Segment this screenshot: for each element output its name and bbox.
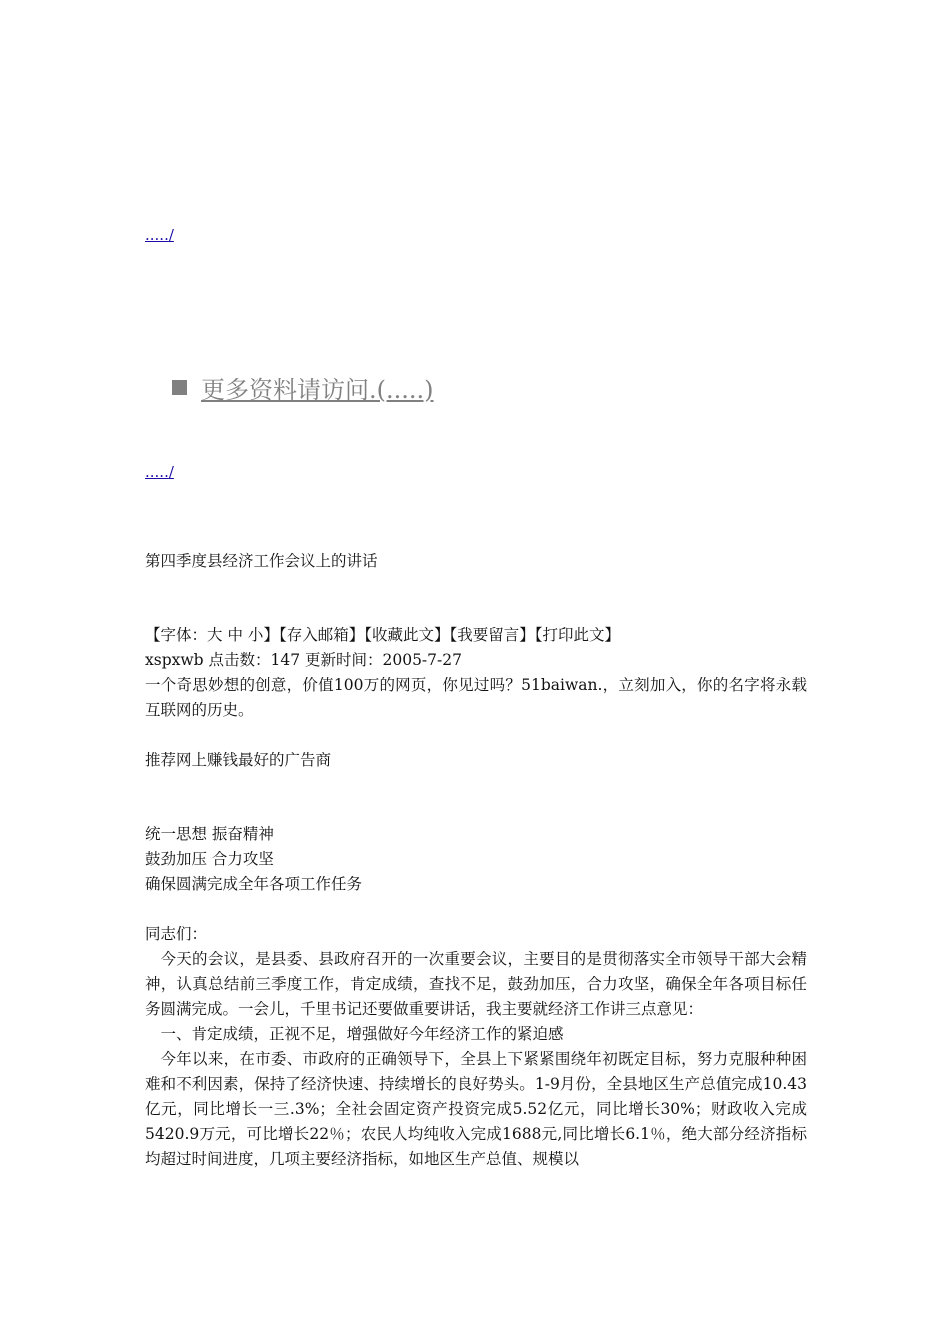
bookmark-button[interactable]: 【收藏此文】 [364, 626, 450, 644]
top-link[interactable]: ...../ [145, 226, 174, 244]
promo-block [145, 673, 807, 723]
font-small-button[interactable]: 小 [247, 626, 264, 644]
second-link-text[interactable]: ..... [145, 463, 169, 481]
print-button[interactable]: 【打印此文】 [534, 626, 621, 644]
slogan-3: 确保圆满完成全年各项工作任务 [145, 875, 363, 893]
font-medium-button[interactable]: 中 [227, 626, 243, 644]
top-link-text[interactable]: ..... [145, 226, 169, 244]
more-resources-banner [172, 370, 434, 405]
article-toolbar [145, 623, 620, 648]
paragraph-intro: 今天的会议，是县委、县政府召开的一次重要会议，主要目的是贯彻落实全市领导干部大会精神，认真总结前三季度工作，肯定成绩，查找不足，鼓劲加压，合力攻坚，确保全年各项目标任务圆满完成。一会儿，千里书记还要做重要讲话，我主要就经济工作讲三点意见： [145, 950, 807, 1018]
font-large-button[interactable]: 大 [207, 626, 223, 644]
salutation: 同志们： [145, 925, 208, 943]
font-size-close: 】 [263, 626, 279, 644]
article-meta: xspxwb 点击数：147 更新时间：2005-7-27 [145, 651, 462, 669]
save-to-mail-button[interactable]: 【存入邮箱】 [278, 626, 365, 644]
speech-body [145, 922, 807, 1172]
article-title: 第四季度县经济工作会议上的讲话 [145, 552, 378, 570]
more-resources-link[interactable]: 更多资料请访问.(.....) [201, 376, 434, 404]
slogan-2: 鼓劲加压 合力攻坚 [145, 850, 274, 868]
ad-line: 推荐网上赚钱最好的广告商 [145, 751, 332, 769]
second-link[interactable]: ...../ [145, 463, 174, 481]
promo-line: 一个奇思妙想的创意，价值100万的网页，你见过吗？51baiwan.，立刻加入，你的名字将永载互联网的历史。 [145, 676, 807, 719]
square-icon [172, 380, 187, 395]
slogan-1: 统一思想 振奋精神 [145, 825, 274, 843]
paragraph-achievements: 今年以来，在市委、市政府的正确领导下，全县上下紧紧围绕年初既定目标，努力克服种种困难和不利因素，保持了经济快速、持续增长的良好势头。1-9月份，全县地区生产总值完成10.43亿元，同比增长一三.3%；全社会固定资产投资完成5.52亿元，同比增长30%；财政收入完成5420.9万元，可比增长22％；农民人均纯收入完成1688元,同比增长6.1％，绝大部分经济指标均超过时间进度，几项主要经济指标，如地区生产总值、规模以 [145, 1050, 807, 1168]
font-size-label: 【字体： [145, 626, 208, 644]
section-heading-1: 一、肯定成绩，正视不足，增强做好今年经济工作的紧迫感 [160, 1025, 564, 1043]
comment-button[interactable]: 【我要留言】 [449, 626, 535, 644]
